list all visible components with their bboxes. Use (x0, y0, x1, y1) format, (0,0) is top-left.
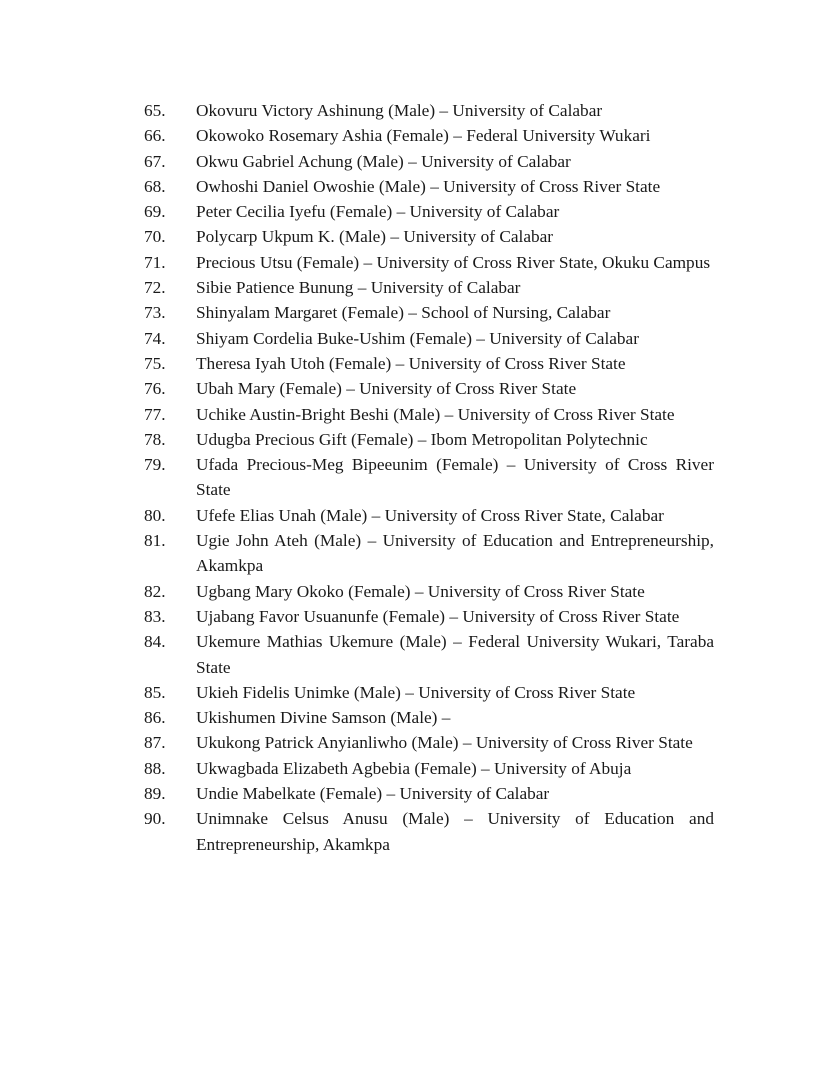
item-number: 76. (144, 379, 166, 399)
list-item (144, 174, 714, 199)
list-item (144, 149, 714, 174)
item-text: Ufefe Elias Unah (Male) – University of Cross River State, Calabar (196, 505, 664, 525)
item-text: Theresa Iyah Utoh (Female) – University of Cross River State (196, 353, 626, 373)
list-item (144, 781, 714, 806)
item-text: Okovuru Victory Ashinung (Male) – University of Calabar (196, 101, 603, 120)
item-number: 74. (144, 328, 166, 348)
item-text: Ukwagbada Elizabeth Agbebia (Female) – University of Abuja (196, 758, 632, 778)
list-item (144, 705, 714, 730)
list-item (144, 756, 714, 781)
list-item (144, 326, 714, 351)
list-item (144, 275, 714, 300)
list-item (144, 579, 714, 604)
item-text: Ugbang Mary Okoko (Female) – University of Cross River State (196, 581, 645, 601)
item-number: 80. (144, 505, 166, 525)
item-number: 72. (144, 278, 166, 298)
item-text: Sibie Patience Bunung – University of Calabar (196, 278, 521, 298)
item-number: 89. (144, 784, 166, 804)
list-item (144, 351, 714, 376)
list-item (144, 376, 714, 401)
list-item (144, 806, 714, 857)
item-number: 87. (144, 733, 166, 753)
list-item (144, 680, 714, 705)
item-text: Ufada Precious-Meg Bipeeunim (Female) – University of Cross River State (196, 455, 714, 500)
item-number: 78. (144, 429, 166, 449)
list-item (144, 730, 714, 755)
list-item (144, 629, 714, 680)
item-text: Shiyam Cordelia Buke-Ushim (Female) – University of Calabar (196, 328, 639, 348)
item-number: 81. (144, 531, 166, 551)
item-text: Ubah Mary (Female) – University of Cross River State (196, 379, 577, 399)
item-text: Shinyalam Margaret (Female) – School of Nursing, Calabar (196, 303, 611, 323)
item-number: 73. (144, 303, 166, 323)
item-text: Ujabang Favor Usuanunfe (Female) – University of Cross River State (196, 606, 680, 626)
item-number: 69. (144, 202, 166, 222)
list-item (144, 427, 714, 452)
item-text: Ukukong Patrick Anyianliwho (Male) – University of Cross River State (196, 733, 693, 753)
list-item (144, 528, 714, 579)
list-item (144, 224, 714, 249)
list-item (144, 604, 714, 629)
item-number: 79. (144, 455, 166, 475)
item-text: Peter Cecilia Iyefu (Female) – University of Calabar (196, 202, 560, 222)
item-text: Okwu Gabriel Achung (Male) – University of Calabar (196, 151, 571, 171)
list-item (144, 503, 714, 528)
list-item (144, 250, 714, 275)
item-number: 86. (144, 708, 166, 728)
item-text: Ukemure Mathias Ukemure (Male) – Federal University Wukari, Taraba State (196, 632, 714, 677)
item-number: 68. (144, 176, 166, 196)
item-number: 75. (144, 353, 166, 373)
item-text: Owhoshi Daniel Owoshie (Male) – University of Cross River State (196, 176, 661, 196)
item-number: 88. (144, 758, 166, 778)
item-text: Ugie John Ateh (Male) – University of Education and Entrepreneurship, Akamkpa (196, 531, 714, 576)
item-number: 83. (144, 606, 166, 626)
list-item (144, 98, 714, 123)
item-text: Ukishumen Divine Samson (Male) – (196, 708, 451, 728)
item-number: 67. (144, 151, 166, 171)
item-number: 77. (144, 404, 166, 424)
participant-list (144, 98, 714, 857)
item-text: Udugba Precious Gift (Female) – Ibom Metropolitan Polytechnic (196, 429, 648, 449)
item-number: 90. (144, 809, 166, 829)
item-text: Unimnake Celsus Anusu (Male) – University of Education and Entrepreneurship, Akamkpa (196, 809, 714, 854)
item-number: 70. (144, 227, 166, 247)
item-number: 66. (144, 126, 166, 146)
item-text: Uchike Austin-Bright Beshi (Male) – University of Cross River State (196, 404, 675, 424)
item-number: 85. (144, 682, 166, 702)
item-number: 82. (144, 581, 166, 601)
item-text: Okowoko Rosemary Ashia (Female) – Federal University Wukari (196, 126, 651, 146)
item-text: Undie Mabelkate (Female) – University of Calabar (196, 784, 550, 804)
item-number: 71. (144, 252, 166, 272)
list-item (144, 123, 714, 148)
item-text: Precious Utsu (Female) – University of Cross River State, Okuku Campus (196, 252, 711, 272)
item-number: 84. (144, 632, 166, 652)
list-item (144, 199, 714, 224)
item-text: Ukieh Fidelis Unimke (Male) – University of Cross River State (196, 682, 636, 702)
list-item (144, 452, 714, 503)
list-item (144, 300, 714, 325)
list-item (144, 402, 714, 427)
item-number: 65. (144, 101, 166, 120)
item-text: Polycarp Ukpum K. (Male) – University of Calabar (196, 227, 554, 247)
